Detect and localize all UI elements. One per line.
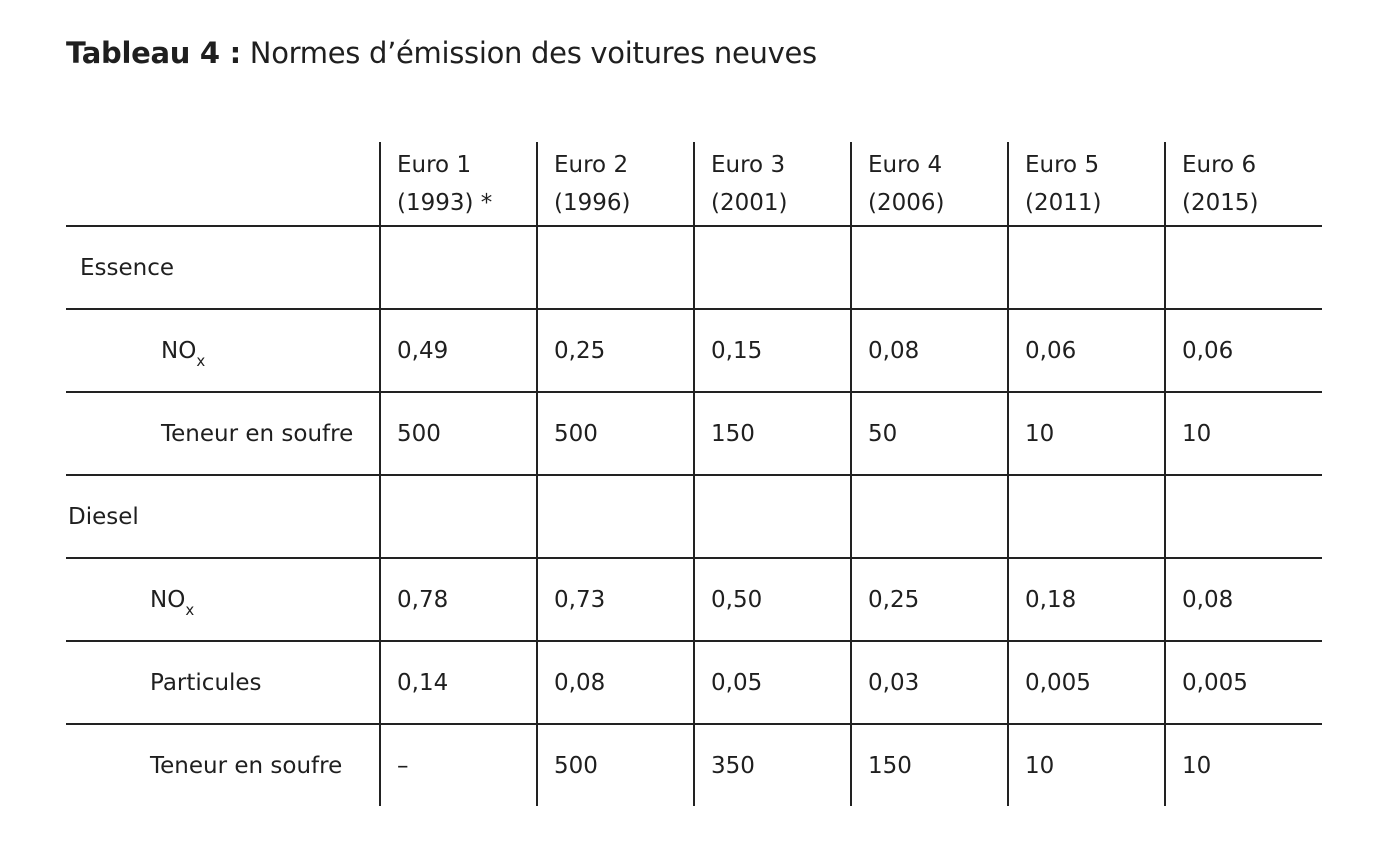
- table-cell: [537, 226, 694, 309]
- table-cell: [1008, 226, 1165, 309]
- table-cell: 10: [1008, 724, 1165, 806]
- table-cell: 10: [1165, 724, 1322, 806]
- table-cell: [537, 475, 694, 558]
- table-cell: 350: [694, 724, 851, 806]
- table-cell: [1165, 226, 1322, 309]
- table-cell: [694, 226, 851, 309]
- column-header-year: (2011): [1025, 189, 1102, 216]
- table-cell: 50: [851, 392, 1008, 475]
- table-cell: 0,73: [537, 558, 694, 641]
- table-cell: 0,05: [694, 641, 851, 724]
- table-cell: 10: [1165, 392, 1322, 475]
- table-cell: 0,03: [851, 641, 1008, 724]
- table-cell: 0,49: [380, 309, 537, 392]
- row-label: Teneur en soufre: [150, 752, 343, 779]
- column-header-year: (1993) *: [397, 189, 493, 216]
- column-header-euro-1: [380, 142, 537, 226]
- row-label-main: NO: [150, 586, 186, 613]
- table-cell: 0,005: [1008, 641, 1165, 724]
- table-row-essence: [66, 226, 1322, 309]
- column-header-euro-4: [851, 142, 1008, 226]
- row-label-main: NO: [161, 337, 197, 364]
- table-cell: 0,25: [851, 558, 1008, 641]
- table-cell: 150: [694, 392, 851, 475]
- column-header-name: Euro 6: [1182, 151, 1257, 178]
- table-cell: 0,15: [694, 309, 851, 392]
- row-label: Particules: [66, 641, 380, 724]
- row-label-subscript: x: [185, 600, 195, 619]
- row-label: Teneur en soufre: [66, 392, 380, 475]
- row-label: [66, 309, 380, 392]
- row-label-subscript: x: [196, 351, 206, 370]
- table-row-diesel-particules: [66, 641, 1322, 724]
- table-header-row: [66, 142, 1322, 226]
- column-header-euro-3: [694, 142, 851, 226]
- column-header-euro-6: [1165, 142, 1322, 226]
- column-header-year: (2015): [1182, 189, 1259, 216]
- caption-text: Normes d’émission des voitures neuves: [249, 36, 817, 70]
- column-header-name: Euro 2: [554, 151, 629, 178]
- table-cell: 0,08: [537, 641, 694, 724]
- row-label: [66, 558, 380, 641]
- header-corner: [66, 142, 380, 226]
- column-header-year: (1996): [554, 189, 631, 216]
- table-row-essence-nox: [66, 309, 1322, 392]
- emission-norms-table: [66, 142, 1322, 806]
- row-label: Diesel: [66, 475, 380, 558]
- table-cell: [1165, 475, 1322, 558]
- table-cell: 0,14: [380, 641, 537, 724]
- table-cell: –: [380, 724, 537, 806]
- table-cell: 500: [537, 724, 694, 806]
- table-cell: 0,005: [1165, 641, 1322, 724]
- row-label: Essence: [66, 226, 380, 309]
- table-row-diesel-nox: [66, 558, 1322, 641]
- column-header-name: Euro 1: [397, 151, 472, 178]
- column-header-euro-5: [1008, 142, 1165, 226]
- table-row-essence-soufre: [66, 392, 1322, 475]
- table-cell: 0,50: [694, 558, 851, 641]
- table-cell: 0,08: [851, 309, 1008, 392]
- table-cell: [694, 475, 851, 558]
- table-cell: [380, 226, 537, 309]
- table-cell: 500: [380, 392, 537, 475]
- table-caption: [66, 36, 817, 70]
- table-row-diesel-soufre: [66, 724, 1322, 806]
- table-cell: [851, 226, 1008, 309]
- table-cell: 0,25: [537, 309, 694, 392]
- table-cell: 0,78: [380, 558, 537, 641]
- table-cell: [851, 475, 1008, 558]
- table-cell: 150: [851, 724, 1008, 806]
- column-header-year: (2001): [711, 189, 788, 216]
- table-cell: [1008, 475, 1165, 558]
- table-cell: 10: [1008, 392, 1165, 475]
- column-header-name: Euro 3: [711, 151, 786, 178]
- table-cell: 0,18: [1008, 558, 1165, 641]
- table-cell: 0,06: [1165, 309, 1322, 392]
- column-header-euro-2: [537, 142, 694, 226]
- table-row-diesel: [66, 475, 1322, 558]
- column-header-year: (2006): [868, 189, 945, 216]
- column-header-name: Euro 4: [868, 151, 943, 178]
- table-cell: 0,08: [1165, 558, 1322, 641]
- table-cell: 500: [537, 392, 694, 475]
- column-header-name: Euro 5: [1025, 151, 1100, 178]
- table-cell: 0,06: [1008, 309, 1165, 392]
- table-cell: [380, 475, 537, 558]
- caption-lead: Tableau 4 :: [66, 36, 241, 70]
